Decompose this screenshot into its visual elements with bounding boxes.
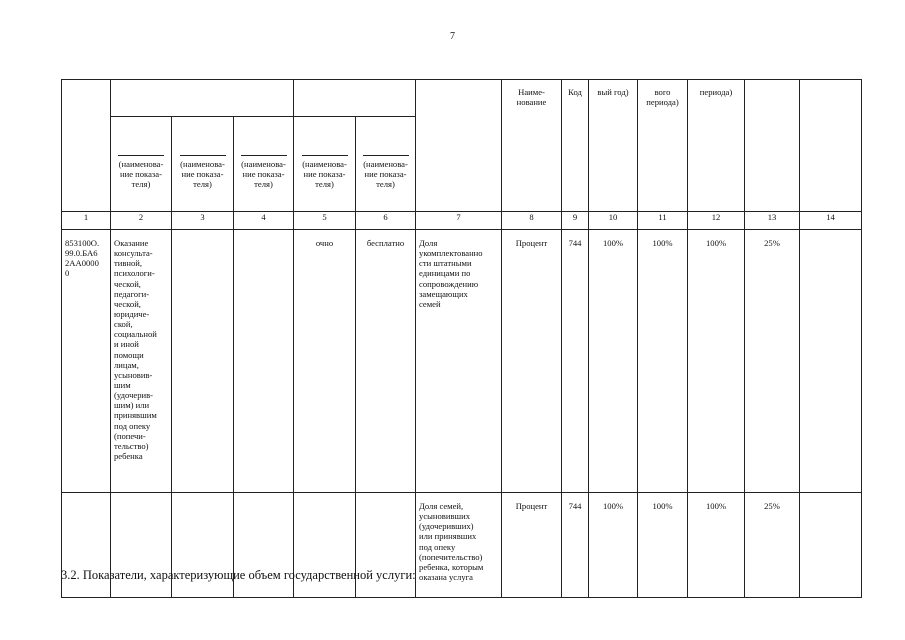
column-number-row — [62, 212, 862, 230]
column-number: 4 — [234, 212, 294, 230]
header-indicator-name-6: (наименова- ние показа- теля) — [356, 117, 416, 212]
header-year-2: вого периода) — [638, 80, 688, 212]
service-form: очно — [294, 230, 356, 493]
column-number: 5 — [294, 212, 356, 230]
cell-14 — [800, 493, 862, 598]
header-indicator-name-2: (наименова- ние показа- теля) — [111, 117, 172, 212]
header-cell-14 — [800, 80, 862, 212]
value-year-2: 100% — [638, 230, 688, 493]
service-name: Оказание консульта- тивной, психологи- ческой, педагоги- ческой, юридиче- ской, социальной и иной помощи лицам, усыновив- шим (удочерив- шим) или принявшим под опеку (попечи- тельство) ребенка — [111, 230, 172, 493]
payment-type: бесплатно — [356, 230, 416, 493]
value-year-3: 100% — [688, 230, 745, 493]
column-number: 10 — [589, 212, 638, 230]
indicator-name: Доля укомплектованно сти штатными единицами по сопровождению замещающих семей — [416, 230, 502, 493]
value-year-2: 100% — [638, 493, 688, 598]
column-number: 12 — [688, 212, 745, 230]
header-year-3: периода) — [688, 80, 745, 212]
table-row — [62, 230, 862, 493]
unit-name: Процент — [502, 230, 562, 493]
content-cell-4 — [234, 230, 294, 493]
value-year-1: 100% — [589, 230, 638, 493]
column-number: 8 — [502, 212, 562, 230]
registry-code: 853100О. 99.0.БА6 2АА0000 0 — [62, 230, 111, 493]
header-indicator-name-4: (наименова- ние показа- теля) — [234, 117, 294, 212]
page-number: 7 — [450, 31, 455, 42]
blank-line — [118, 155, 164, 156]
blank-line — [241, 155, 287, 156]
column-number: 6 — [356, 212, 416, 230]
unit-code: 744 — [562, 493, 589, 598]
column-number: 3 — [172, 212, 234, 230]
content-cell-3 — [172, 230, 234, 493]
header-year-1: вый год) — [589, 80, 638, 212]
column-number: 14 — [800, 212, 862, 230]
column-number: 2 — [111, 212, 172, 230]
column-number: 1 — [62, 212, 111, 230]
blank-line — [363, 155, 409, 156]
value-year-3: 100% — [688, 493, 745, 598]
unit-code: 744 — [562, 230, 589, 493]
header-indicator-name-3: (наименова- ние показа- теля) — [172, 117, 234, 212]
header-group-content — [111, 80, 294, 117]
header-row-top — [62, 80, 862, 117]
allowed-deviation: 25% — [745, 230, 800, 493]
blank-line — [180, 155, 226, 156]
column-number: 13 — [745, 212, 800, 230]
header-group-conditions — [294, 80, 416, 117]
unit-name: Процент — [502, 493, 562, 598]
column-number: 11 — [638, 212, 688, 230]
section-caption: 3.2. Показатели, характеризующие объем государственной услуги: — [61, 568, 416, 582]
header-cell-7 — [416, 80, 502, 212]
value-year-1: 100% — [589, 493, 638, 598]
cell-14 — [800, 230, 862, 493]
header-cell-1 — [62, 80, 111, 212]
allowed-deviation: 25% — [745, 493, 800, 598]
column-number: 7 — [416, 212, 502, 230]
header-cell-13 — [745, 80, 800, 212]
header-unit-code: Код — [562, 80, 589, 212]
indicator-name: Доля семей, усыновивших (удочеривших) или принявших под опеку (попечительство) ребенка, которым оказана услуга — [416, 493, 502, 598]
header-indicator-name-5: (наименова- ние показа- теля) — [294, 117, 356, 212]
header-unit-name: Наиме- нование — [502, 80, 562, 212]
quality-indicators-table — [61, 79, 862, 598]
column-number: 9 — [562, 212, 589, 230]
blank-line — [302, 155, 348, 156]
